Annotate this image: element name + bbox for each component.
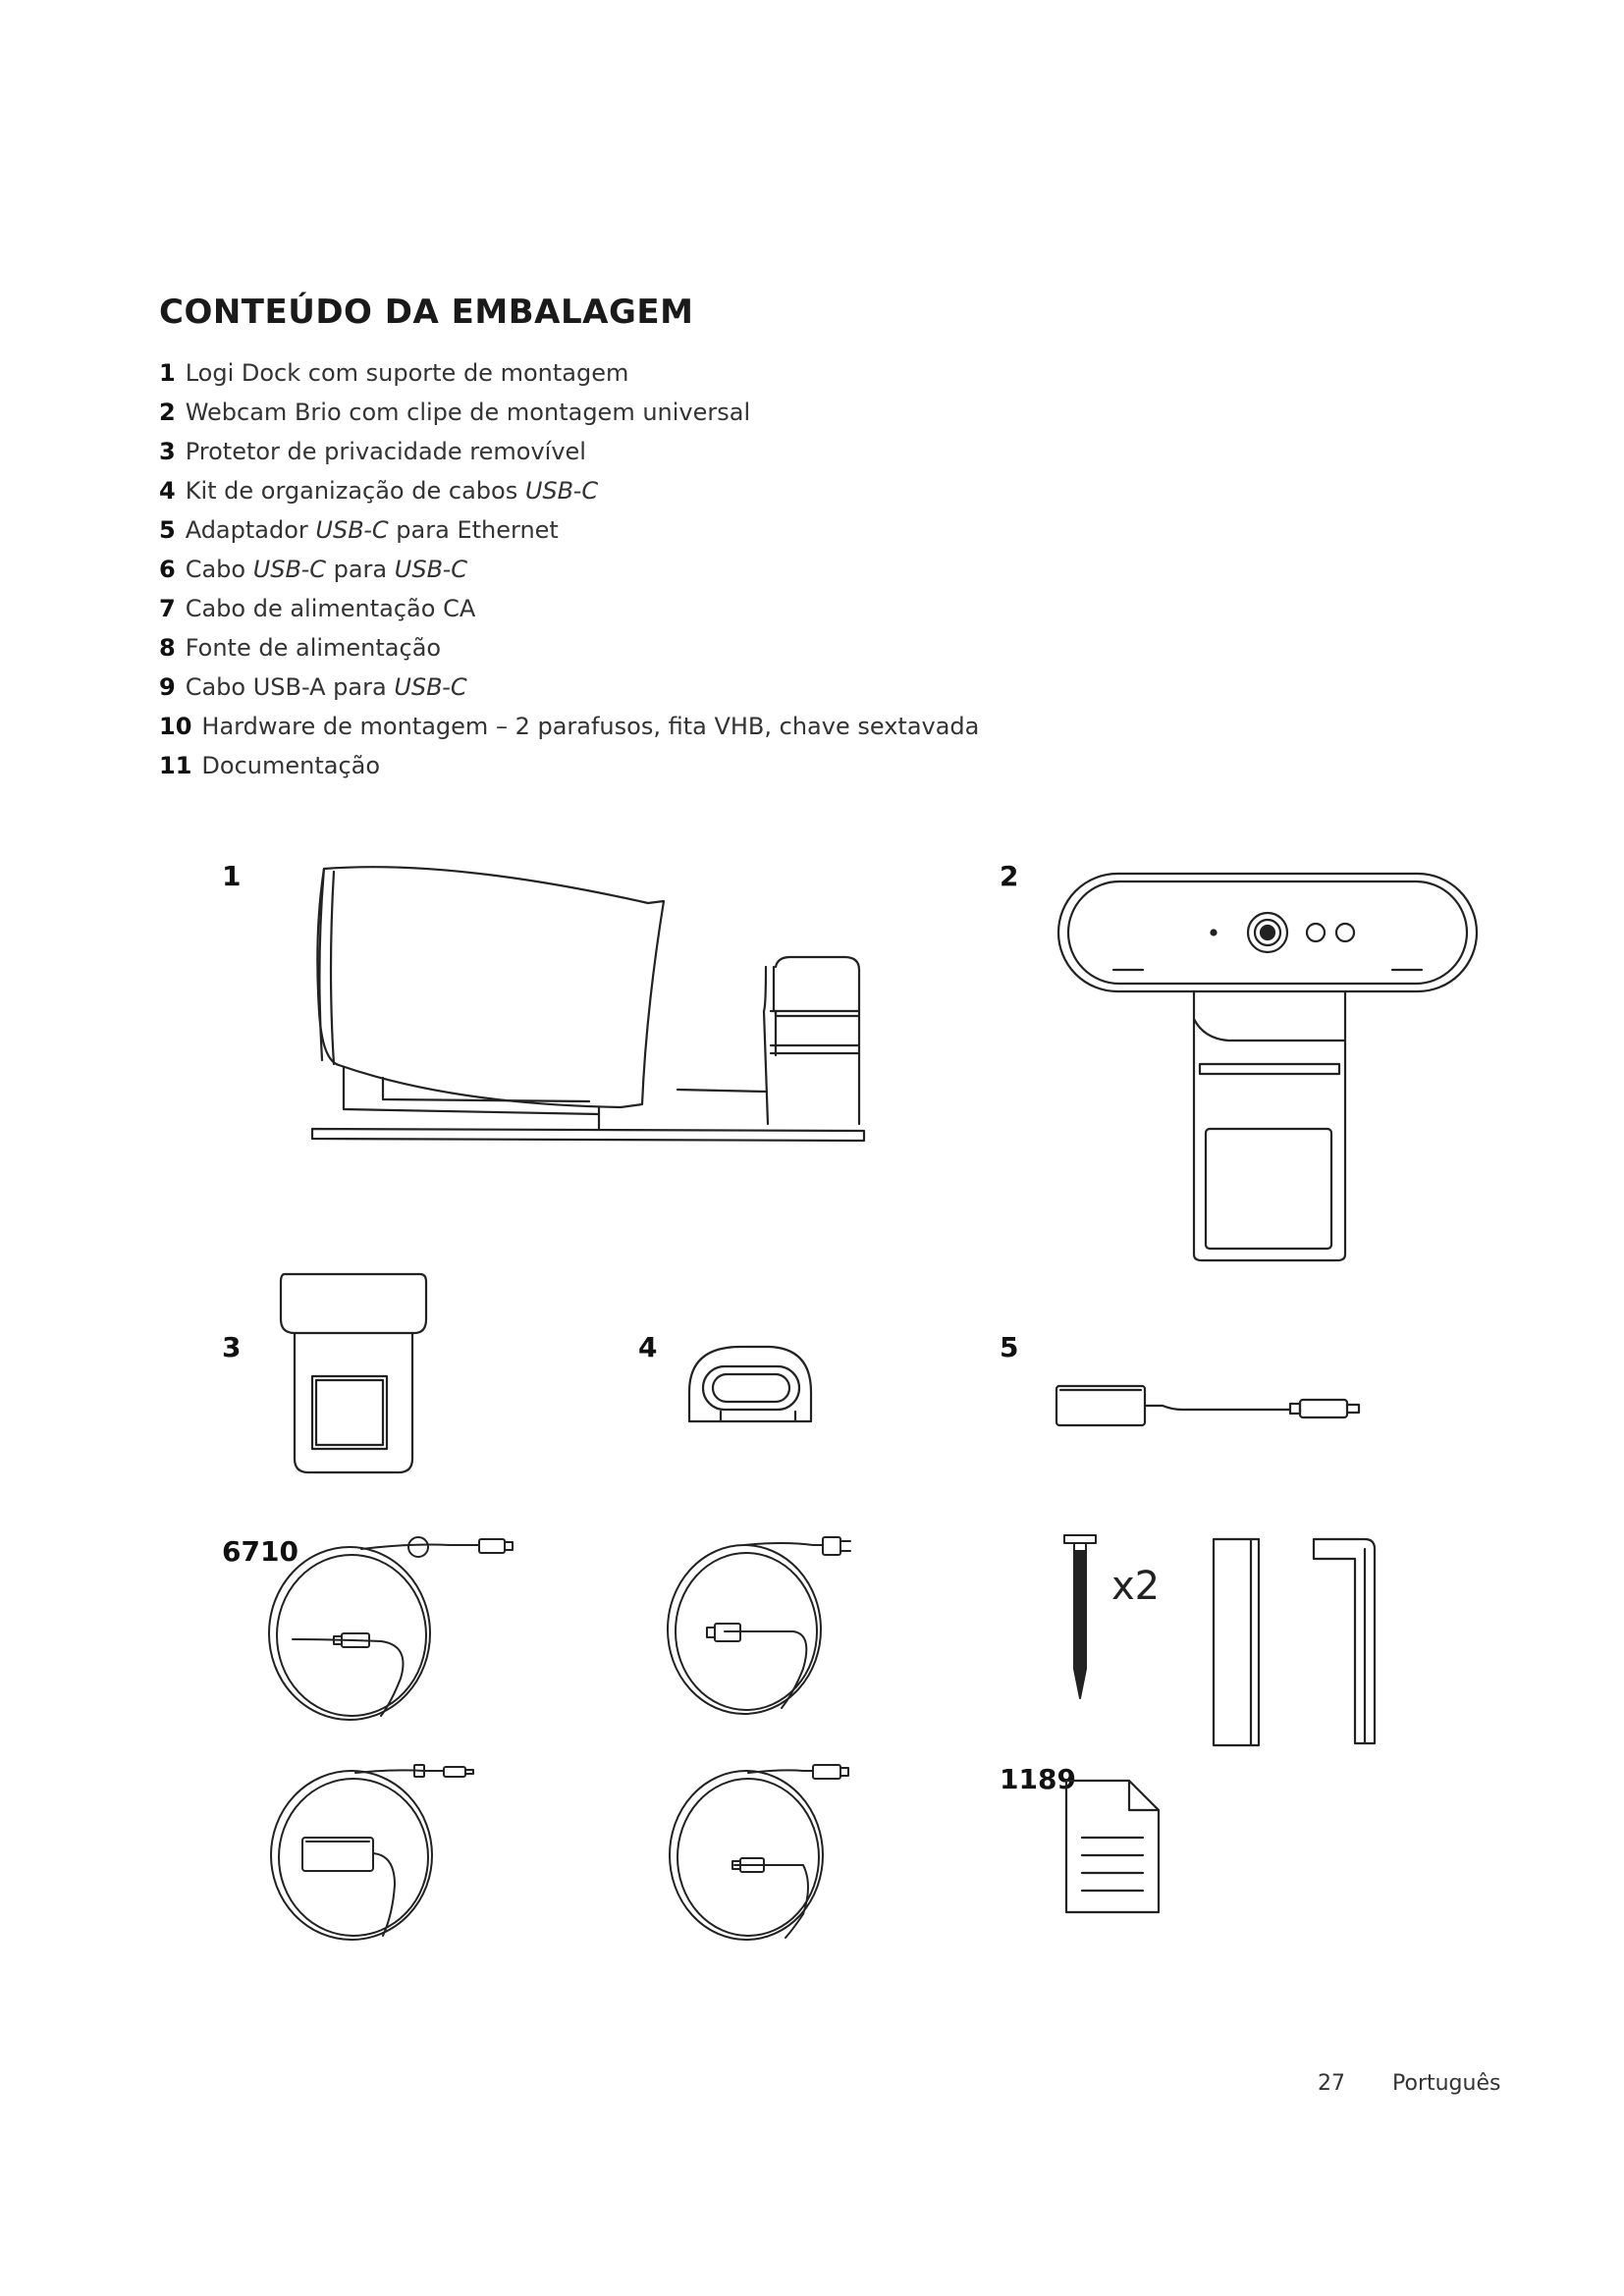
item-text: Hardware de montagem – 2 parafusos, fita VHB, chave sextavada [201, 713, 980, 740]
list-item [159, 746, 979, 785]
vhb-tape-illustration [1212, 1537, 1263, 1749]
cable-organizer-illustration [681, 1345, 819, 1427]
list-item [159, 393, 979, 432]
item-text: Kit de organização de cabos [185, 477, 525, 505]
list-item [159, 510, 979, 550]
list-item [159, 353, 979, 393]
item-text: USB-C [524, 477, 599, 505]
item-text: Cabo de alimentação CA [185, 595, 476, 622]
hex-key-illustration [1310, 1537, 1380, 1749]
item-text: USB-C [252, 556, 326, 583]
figure-label-1: 1 [222, 860, 242, 892]
item-number: 4 [159, 477, 176, 505]
documentation-icon [1064, 1779, 1163, 1916]
list-item [159, 471, 979, 510]
item-text: Protetor de privacidade removível [185, 438, 586, 465]
list-item [159, 667, 979, 707]
figure-label-5: 5 [1000, 1331, 1019, 1363]
footer-language: Português [1392, 2071, 1501, 2096]
item-text: USB-C [394, 673, 467, 701]
item-number: 6 [159, 556, 176, 583]
package-contents-list [159, 353, 979, 785]
logi-dock-illustration [304, 864, 874, 1148]
ac-power-cable-illustration [666, 1531, 862, 1718]
item-text: para [325, 556, 395, 583]
figure-label-1189: 1189 [1000, 1763, 1076, 1795]
list-item [159, 432, 979, 471]
item-number: 7 [159, 595, 176, 622]
item-number: 2 [159, 399, 176, 426]
item-text: Webcam Brio com clipe de montagem universal [185, 399, 751, 426]
page-title: CONTEÚDO DA EMBALAGEM [159, 293, 694, 332]
item-text: Adaptador [185, 516, 316, 544]
item-text: Documentação [201, 752, 381, 779]
list-item [159, 550, 979, 589]
ethernet-adapter-illustration [1055, 1380, 1369, 1443]
screw-icon [1058, 1531, 1108, 1708]
list-item [159, 707, 979, 746]
item-number: 11 [159, 752, 192, 779]
item-number: 1 [159, 359, 176, 387]
power-supply-illustration [267, 1757, 483, 1944]
usb-c-cable-illustration [263, 1531, 518, 1728]
item-number: 5 [159, 516, 176, 544]
figure-label-6710: 6710 [222, 1535, 298, 1568]
figure-label-2: 2 [1000, 860, 1019, 892]
item-text: Cabo USB-A para [185, 673, 395, 701]
item-number: 10 [159, 713, 192, 740]
item-text: Logi Dock com suporte de montagem [185, 359, 629, 387]
item-text: USB-C [315, 516, 389, 544]
item-text: para Ethernet [388, 516, 559, 544]
item-number: 9 [159, 673, 176, 701]
screw-count: x2 [1111, 1564, 1161, 1609]
usb-a-cable-illustration [666, 1757, 862, 1944]
list-item [159, 589, 979, 628]
item-text: USB-C [394, 556, 468, 583]
page-number: 27 [1318, 2071, 1345, 2096]
item-text: Cabo [185, 556, 253, 583]
list-item [159, 628, 979, 667]
item-text: Fonte de alimentação [185, 634, 442, 662]
figure-label-4: 4 [638, 1331, 658, 1363]
figure-label-3: 3 [222, 1331, 242, 1363]
item-number: 8 [159, 634, 176, 662]
webcam-brio-illustration [1056, 872, 1479, 1264]
item-number: 3 [159, 438, 176, 465]
privacy-shutter-illustration [277, 1272, 432, 1478]
